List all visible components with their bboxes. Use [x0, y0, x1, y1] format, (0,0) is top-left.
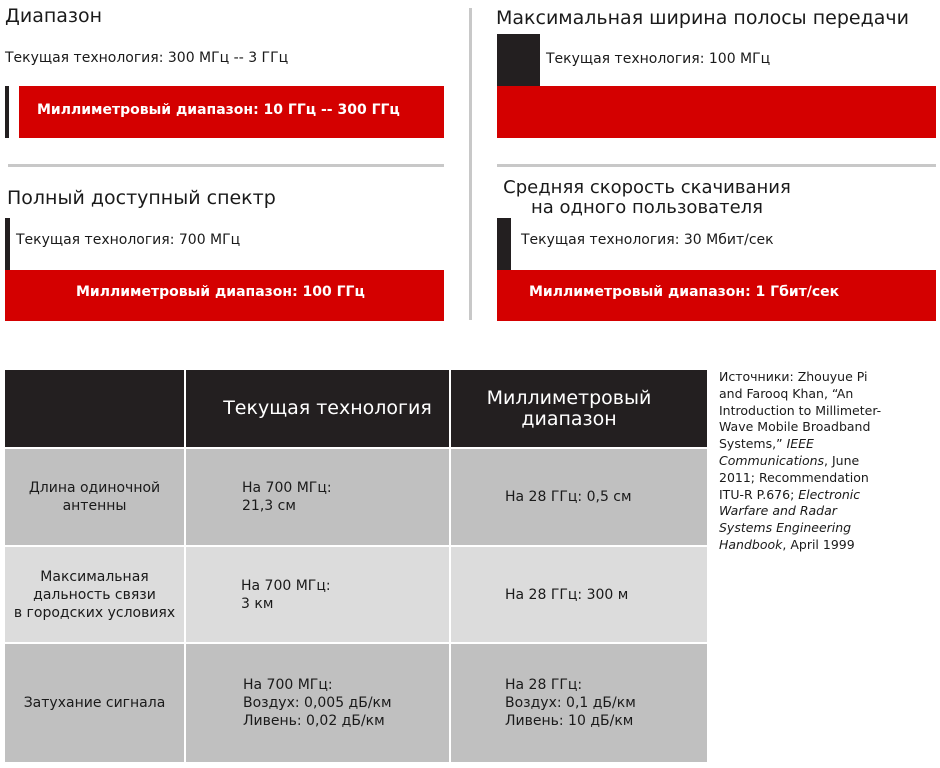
table-cell-current: На 700 МГц: 3 км	[186, 547, 449, 642]
table-cell-current: На 700 МГц: Воздух: 0,005 дБ/км Ливень: 0,02 дБ/км	[186, 644, 449, 762]
bandwidth-title: Максимальная ширина полосы передачи	[496, 7, 909, 29]
speed-title-line1: Средняя скорость скачивания	[503, 177, 791, 198]
table-header-current-text: Текущая технология	[223, 397, 432, 419]
range-current-bar	[5, 86, 9, 138]
table-cell-mmwave: На 28 ГГц: 300 м	[451, 547, 707, 642]
sources-note: Источники: Zhouyue Pi and Farooq Khan, “An Introduction to Millimeter-Wave Mobile Broadband Systems,” IEEE Communications, June 2011; Recommendation ITU-R P.676; Electronic Warfare and Radar Systems Engineering Handbook, April 1999	[719, 369, 882, 552]
divider-right	[497, 164, 936, 167]
range-mmwave-label: Миллиметровый диапазон: 10 ГГц -- 300 ГГц	[37, 102, 400, 118]
speed-current-label: Текущая технология: 30 Мбит/сек	[521, 232, 774, 248]
divider-left	[8, 164, 444, 167]
table-header-mmwave	[451, 370, 707, 447]
speed-current-bar	[497, 218, 511, 270]
table-row-label: Максимальная дальность связи в городских условиях	[5, 547, 184, 642]
bandwidth-current-bar	[497, 34, 540, 86]
range-current-label: Текущая технология: 300 МГц -- 3 ГГц	[5, 50, 289, 66]
table-header-current	[186, 370, 449, 447]
spectrum-current-label: Текущая технология: 700 МГц	[16, 232, 241, 248]
table-header-mmwave-text: Миллиметровый диапазон	[486, 386, 652, 430]
bandwidth-mmwave-bar	[497, 86, 936, 138]
range-mmwave-bar	[19, 86, 444, 138]
table-cell-current: На 700 МГц: 21,3 см	[186, 449, 449, 545]
range-title: Диапазон	[5, 5, 103, 27]
spectrum-mmwave-label: Миллиметровый диапазон: 100 ГГц	[76, 284, 365, 300]
table-row-label: Длина одиночной антенны	[5, 449, 184, 545]
table-cell-mmwave: На 28 ГГц: 0,5 см	[451, 449, 707, 545]
spectrum-current-bar	[5, 218, 10, 270]
table-cell-mmwave: На 28 ГГц: Воздух: 0,1 дБ/км Ливень: 10 дБ/км	[451, 644, 707, 762]
speed-mmwave-bar	[497, 270, 936, 321]
speed-mmwave-label: Миллиметровый диапазон: 1 Гбит/сек	[529, 284, 840, 300]
spectrum-mmwave-bar	[5, 270, 444, 321]
divider-vertical	[469, 8, 472, 320]
spectrum-title: Полный доступный спектр	[7, 187, 276, 209]
table-header-empty	[5, 370, 184, 447]
bandwidth-current-label: Текущая технология: 100 МГц	[546, 51, 771, 67]
table-row-label: Затухание сигнала	[5, 644, 184, 762]
speed-title	[487, 178, 807, 218]
comparison-table	[5, 370, 707, 762]
speed-title-line2: на одного пользователя	[531, 197, 763, 218]
